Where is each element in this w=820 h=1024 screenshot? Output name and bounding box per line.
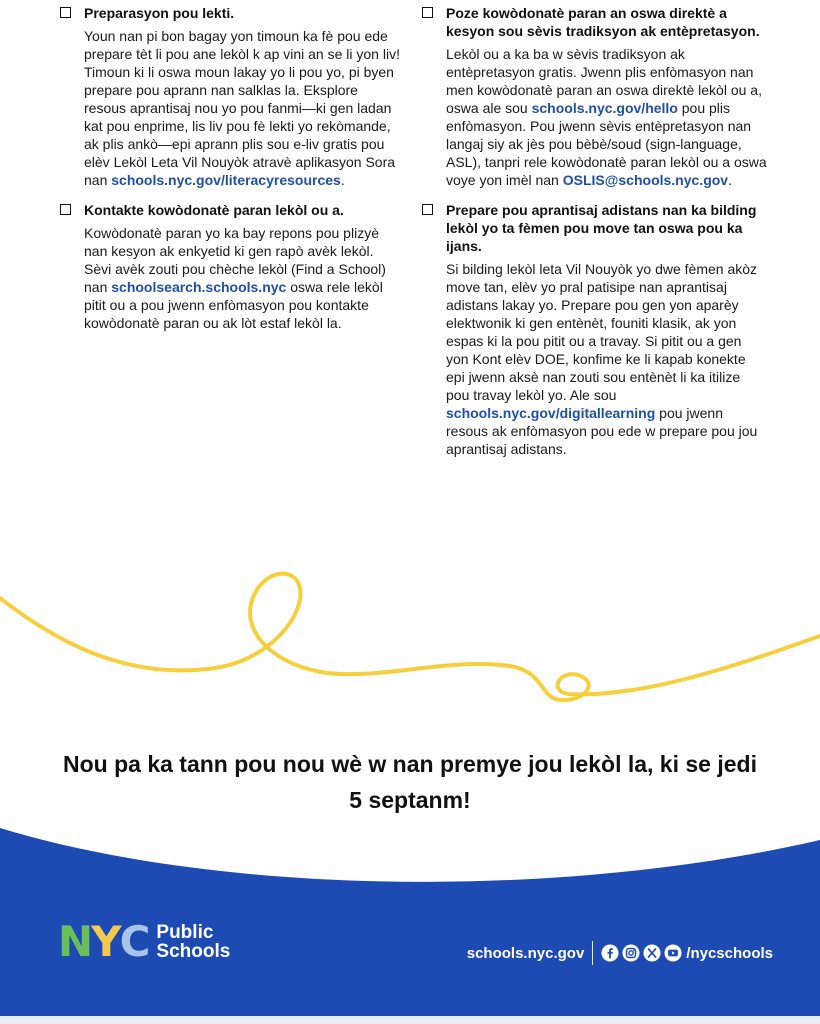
item-title: Prepare pou aprantisaj adistans nan ka bilding lekòl yo ta fèmen pou move tan oswa pou ka ijans.: [446, 202, 757, 254]
item-title: Poze kowòdonatè paran an oswa direktè a kesyon sou sèvis tradiksyon ak entèpretasyon.: [446, 5, 760, 39]
item-text: Si bilding lekòl leta Vil Nouyòk yo dwe fèmen akòz move tan, elèv yo pral patisipe nan aprantisaj adistans lakay yo. Prepare pou gen yon aparèy elektwonik ki gen entènèt, founiti klasik, ak yon espas ki la pou pitit ou a travay. Si pitit ou a gen yon Kont elèv DOE, konfime ke li kapab konekte epi jwenn aksè nan zouti sou entènèt li ka itilize pou travay lekòl yo. Ale sou: [446, 261, 758, 403]
digital-learning-link[interactable]: schools.nyc.gov/digitallearning: [446, 405, 656, 421]
right-column: [422, 4, 767, 470]
footer-divider: [592, 941, 593, 965]
x-icon[interactable]: [643, 944, 661, 962]
item-text: oswa rele lekòl pitit ou a pou jwenn enfòmasyon pou kontakte kowòdonatè paran ou ak lòt estaf lekòl la.: [84, 279, 383, 331]
item-title: Preparasyon pou lekti.: [84, 5, 235, 21]
squiggle-line: [0, 574, 820, 701]
bottom-strip: [0, 1016, 820, 1024]
literacy-resources-link[interactable]: schools.nyc.gov/literacyresources: [111, 172, 341, 188]
logo-letter-y: Y: [91, 917, 120, 966]
oslis-email-link[interactable]: OSLIS@schools.nyc.gov: [562, 172, 729, 188]
logo-line-1: Public: [156, 922, 214, 943]
left-column: [60, 4, 400, 344]
logo-letter-n: N: [58, 917, 92, 966]
instagram-icon[interactable]: [622, 944, 640, 962]
nyc-public-schools-logo: [58, 917, 231, 966]
item-text: .: [340, 172, 345, 188]
item-body: [84, 224, 400, 332]
closing-message: Nou pa ka tann pou nou wè w nan premye jou lekòl la, ki se jedi 5 septanm!: [63, 751, 757, 813]
item-body: [446, 260, 767, 458]
checklist-item-literacy: [60, 4, 400, 189]
item-title: Kontakte kowòdonatè paran lekòl ou a.: [84, 202, 344, 218]
youtube-icon[interactable]: [664, 944, 682, 962]
yellow-squiggle-decoration: [0, 560, 820, 720]
nyc-logo-letters: [58, 917, 149, 966]
footer-website-link[interactable]: schools.nyc.gov: [466, 944, 585, 962]
school-search-link[interactable]: schoolsearch.schools.nyc: [111, 279, 287, 295]
checkbox-icon[interactable]: [422, 7, 433, 18]
checklist-item-translation: [422, 4, 767, 189]
checkbox-icon[interactable]: [422, 204, 433, 215]
checkbox-icon[interactable]: [60, 204, 71, 215]
item-text: Kowòdonatè paran yo ka bay repons pou plizyè nan kesyon ak enkyetid ki gen rapò avèk lekòl. Sèvi avèk zouti pou chèche lekòl (Find a School) nan: [84, 225, 386, 295]
item-text: .: [728, 172, 732, 188]
item-body: [84, 27, 400, 189]
item-text: Youn nan pi bon bagay yon timoun ka fè pou ede prepare tèt li pou ane lekòl k ap vini an se li yon liv! Timoun ki li oswa moun lakay yo li pou yo, pi byen prepare pou aprann nan salklas la. Eksplore resous aprantisaj nou yo pou fanmi—ki gen ladan kat pou enprime, lis liv pou fè lekti yo rekòmande, ak plis ankò—epi aprann plis sou e-liv gratis pou elèv Lekòl Leta Vil Nouyòk atravè aplikasyon Sora nan: [84, 28, 400, 188]
logo-line-2: Schools: [156, 941, 231, 962]
checkbox-icon[interactable]: [60, 7, 71, 18]
facebook-icon[interactable]: [601, 944, 619, 962]
logo-wordmark: [156, 923, 230, 961]
social-handle[interactable]: /nycschools: [686, 944, 773, 962]
item-body: [446, 45, 767, 189]
checklist-item-remote-learning: [422, 201, 767, 458]
item-text: pou jwenn resous ak enfòmasyon pou ede w prepare pou jou aprantisaj adistans.: [446, 405, 758, 457]
social-icons: [601, 944, 682, 962]
checklist-item-parent-coordinator: [60, 201, 400, 332]
logo-letter-c: C: [119, 917, 149, 966]
hello-link[interactable]: schools.nyc.gov/hello: [531, 100, 678, 116]
item-text: pou plis enfòmasyon. Pou jwenn sèvis entèpretasyon nan langaj siy ak jès pou bèbè/soud (sign-language, ASL), tanpri rele kowòdonatè paran lekòl ou a oswa voye yon imèl nan: [446, 100, 767, 188]
footer-contact: [467, 940, 773, 966]
item-text: Lekòl ou a ka ba w sèvis tradiksyon ak entèpretasyon gratis. Jwenn plis enfòmasyon nan men kowòdonatè paran an oswa direktè lekòl ou a, oswa ale sou: [446, 46, 762, 116]
